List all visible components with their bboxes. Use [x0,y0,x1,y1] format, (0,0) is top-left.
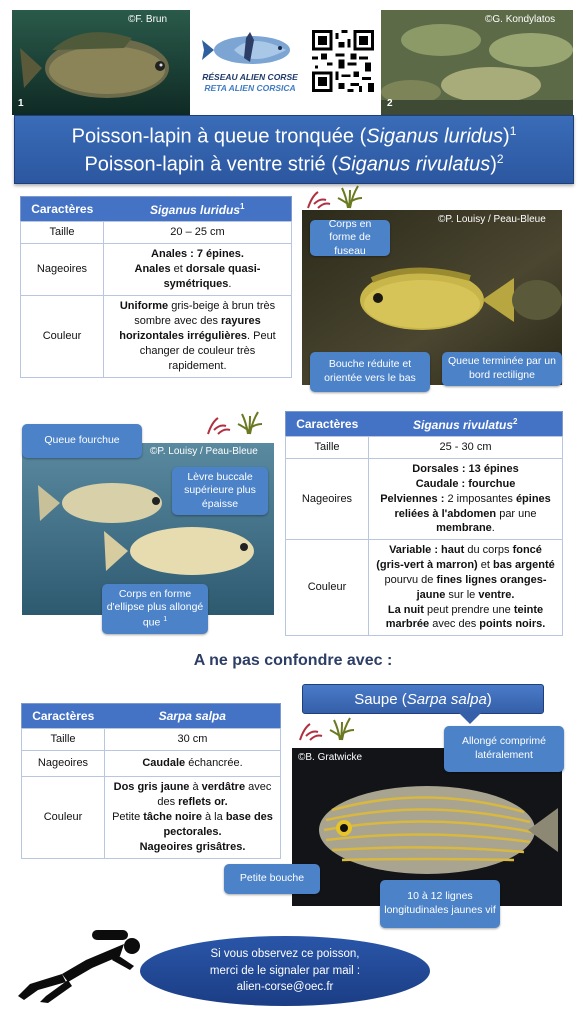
title2-species: Siganus rivulatus [337,153,491,176]
reseau-alien-corse-logo [194,22,306,100]
callout-levre-buccale: Lèvre buccale supérieure plus épaisse [172,467,268,515]
algae-icon [204,410,266,436]
table3-header-caracteres: Caractères [22,704,105,729]
table1-header-caracteres: Caractères [21,197,104,222]
table-siganus-luridus [20,196,292,378]
title-line-2 [15,152,573,177]
photo1-credit: ©F. Brun [128,14,168,25]
table2-header-caracteres: Caractères [286,412,369,437]
footer-line2: merci de le signaler par mail : [209,964,361,977]
table3-nageoires-label: Nageoires [22,751,105,777]
table2-header-species: Siganus rivulatus$^2$ [369,412,563,437]
table1-header-species: Siganus luridus$^1$ [104,197,292,222]
callout-allonge-comprime: Allongé comprimé latéralement [444,726,564,772]
table3-nageoires-value: Caudale échancrée. [105,751,281,777]
table-siganus-rivulatus [285,411,563,636]
algae-icon [304,184,366,210]
confusion-heading: A ne pas confondre avec : [193,652,393,669]
callout-queue-rectiligne: Queue terminée par un bord rectiligne [442,352,562,386]
table3-couleur-value: Dos gris jaune à verdâtre avec des reflets or. Petite tâche noire à la base des pectorales. Nageoires grisâtres. [105,777,281,859]
table2-couleur-label: Couleur [286,540,369,636]
photo2-number: 2 [387,98,393,109]
table1-couleur-label: Couleur [21,296,104,378]
footer-email-link[interactable]: alien-corse@oec.fr [236,981,334,994]
table1-nageoires-label: Nageoires [21,244,104,296]
logo-line1: RÉSEAU ALIEN CORSE [202,72,298,82]
diver-silhouette-icon [16,922,146,1004]
saupe-banner-pointer [458,712,482,724]
table3-taille-label: Taille [22,729,105,751]
photo-siganus-rivulatus-header [381,10,573,115]
title2-end: ) [490,153,497,176]
photo-saupe-credit: ©B. Gratwicke [298,752,363,763]
table3-taille-value: 30 cm [105,729,281,751]
photo2-credit: ©G. Kondylatos [485,14,556,25]
callout-lignes-jaunes: 10 à 12 lignes longitudinales jaunes vif [380,880,500,928]
saupe-banner: Saupe ( Sarpa salpa ) [302,684,544,714]
title1-end: ) [503,125,510,148]
callout-bouche-reduite: Bouche réduite et orientée vers le bas [310,352,430,392]
table3-couleur-label: Couleur [22,777,105,859]
callout-corps-ellipse: Corps en forme d'ellipse plus allongé que $^1$ [102,584,208,634]
table3-header-species: Sarpa salpa [105,704,281,729]
callout-petite-bouche: Petite bouche [224,864,320,894]
photo-siganus-luridus-header [12,10,190,115]
title-line-1 [15,124,573,149]
photo-luridus-credit: ©P. Louisy / Peau-Bleue [438,214,546,225]
qr-code[interactable] [312,30,374,92]
table2-nageoires-value: Dorsales : 13 épines Caudale : fourchue Pelviennes : 2 imposantes épines reliées à l'abdomen par une membrane. [369,459,563,540]
footer-line1: Si vous observez ce poisson, [210,947,360,960]
title-banner [14,115,574,184]
photo-rivulatus-credit: ©P. Louisy / Peau-Bleue [150,446,258,457]
table1-taille-value: 20 – 25 cm [104,222,292,244]
title2-main: Poisson-lapin à ventre strié ( [84,153,338,176]
table2-taille-value: 25 - 30 cm [369,437,563,459]
title1-sup: 1 [509,124,517,138]
table1-taille-label: Taille [21,222,104,244]
table2-couleur-value: Variable : haut du corps foncé (gris-vert à marron) et bas argenté pourvu de fines lignes oranges-jaune sur le ventre. La nuit peut prendre une teinte marbrée avec des points noirs. [369,540,563,636]
table1-nageoires-value: Anales : 7 épines. Anales et dorsale quasi-symétriques. [104,244,292,296]
table-sarpa-salpa [21,703,281,859]
title1-species: Siganus luridus [366,125,504,148]
title1-main: Poisson-lapin à queue tronquée ( [71,125,367,148]
callout-corps-fuseau: Corps en forme de fuseau [310,220,390,256]
table1-couleur-value: Uniforme gris-beige à brun très sombre avec des rayures horizontales irrégulières. Peut changer de couleur très rapidement. [104,296,292,378]
table2-taille-label: Taille [286,437,369,459]
logo-line2: RETA ALIEN CORSICA [204,83,296,93]
table2-nageoires-label: Nageoires [286,459,369,540]
title2-sup: 2 [496,152,504,166]
photo1-number: 1 [18,98,24,109]
report-bubble [140,936,430,1006]
callout-queue-fourchue: Queue fourchue [22,424,142,458]
algae-icon [296,716,358,742]
